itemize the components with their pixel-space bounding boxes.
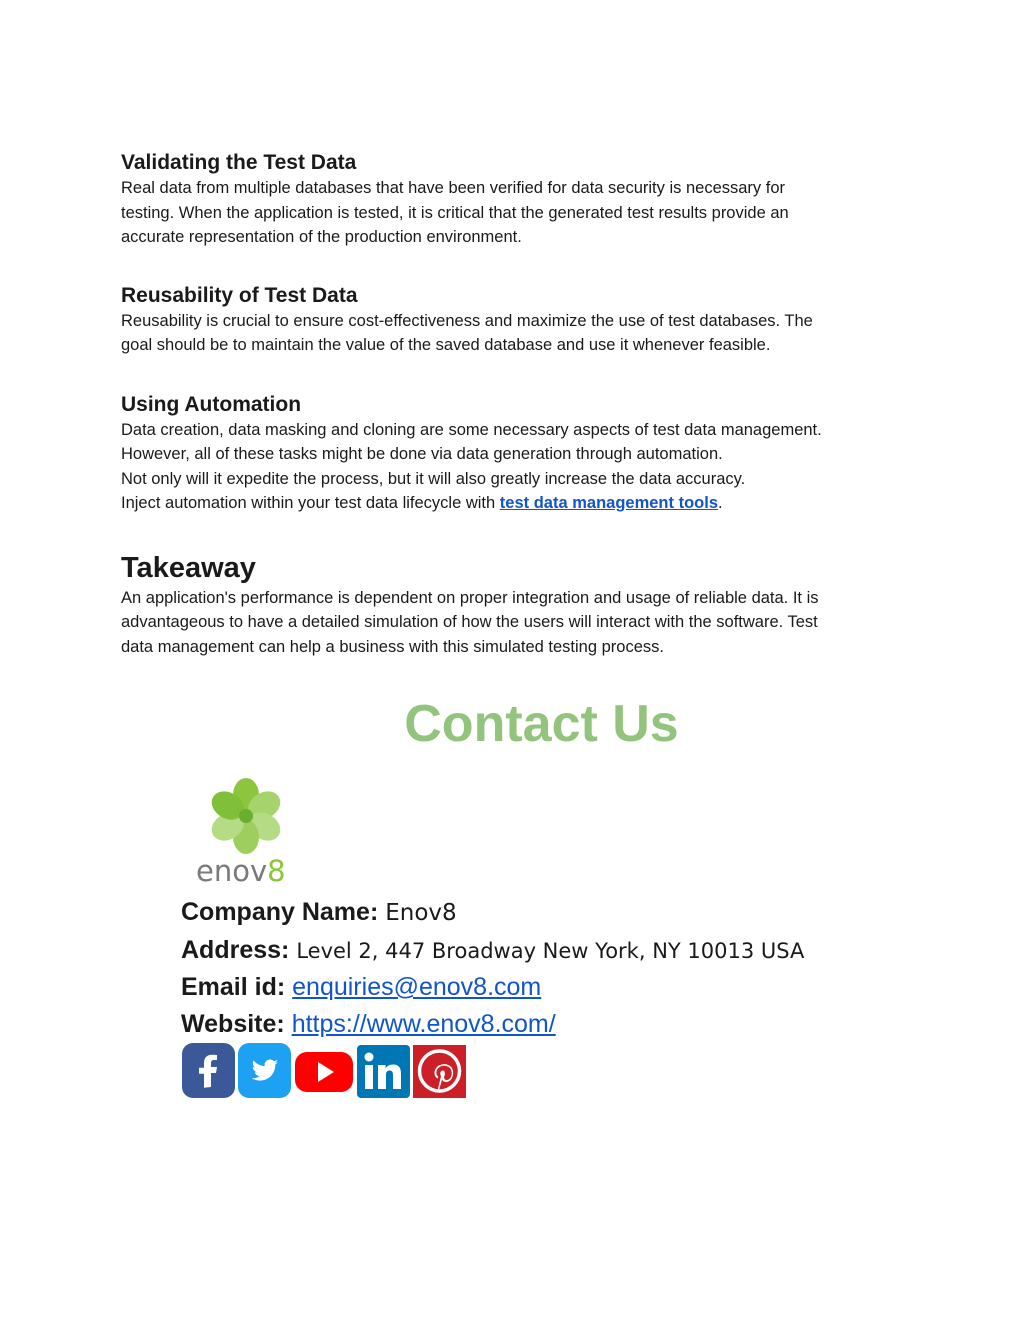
contact-details [181, 894, 804, 1042]
link-suffix-text: . [718, 494, 723, 512]
paragraph-line: Data creation, data masking and cloning are some necessary aspects of test data management. [121, 420, 822, 439]
facebook-link[interactable] [182, 1043, 235, 1098]
paragraph-line: advantageous to have a detailed simulation of how the users will interact with the software. Test [121, 613, 818, 631]
section-reusability [121, 283, 921, 358]
address-label: Address: [181, 935, 290, 964]
section-paragraph [121, 176, 921, 250]
contact-us-title: Contact Us [404, 695, 679, 753]
section-automation [121, 392, 921, 516]
section-title: Validating the Test Data [121, 151, 357, 174]
youtube-icon [294, 1043, 354, 1098]
section-takeaway [121, 550, 921, 660]
paragraph-line: However, all of these tasks might be done via data generation through automation. [121, 445, 723, 463]
paragraph-line: Real data from multiple databases that have been verified for data security is necessary for [121, 179, 786, 197]
website-label: Website: [181, 1009, 285, 1038]
paragraph-line: accurate representation of the production environment. [121, 228, 522, 246]
pinterest-icon [413, 1043, 466, 1098]
section-paragraph [121, 418, 921, 516]
takeaway-paragraph [121, 586, 921, 660]
company-value: Enov8 [385, 900, 457, 926]
social-links [182, 1043, 466, 1098]
paragraph-line: Reusability is crucial to ensure cost-effectiveness and maximize the use of test databases. The [121, 311, 813, 330]
link-prefix-text: Inject automation within your test data lifecycle with [121, 494, 500, 512]
email-label: Email id: [181, 973, 286, 1001]
paragraph-line: Not only will it expedite the process, but it will also greatly increase the data accuracy. [121, 469, 746, 488]
flower-icon [207, 778, 286, 854]
youtube-link[interactable] [294, 1043, 354, 1098]
facebook-icon [182, 1043, 235, 1098]
paragraph-line: An application's performance is dependent on proper integration and usage of reliable data. It is [121, 588, 819, 607]
address-row [181, 932, 804, 970]
email-link[interactable]: enquiries@enov8.com [292, 973, 542, 1001]
test-data-management-tools-link[interactable]: test data management tools [499, 494, 718, 512]
twitter-icon [238, 1043, 291, 1098]
address-value: Level 2, 447 Broadway New York, NY 10013 USA [296, 938, 805, 963]
company-row [181, 894, 804, 932]
website-link[interactable]: https://www.enov8.com/ [291, 1009, 556, 1038]
email-row [181, 969, 804, 1006]
section-paragraph [121, 309, 921, 358]
linkedin-link[interactable] [357, 1043, 410, 1098]
pinterest-link[interactable] [413, 1043, 466, 1098]
company-label: Company Name: [181, 898, 379, 926]
section-title: Reusability of Test Data [121, 283, 358, 307]
paragraph-line: data management can help a business with this simulated testing process. [121, 637, 664, 656]
logo-wordmark: enov8 [196, 854, 286, 885]
article-body [121, 150, 921, 659]
section-validating [121, 150, 921, 250]
linkedin-icon [357, 1043, 410, 1098]
paragraph-line: goal should be to maintain the value of the saved database and use it whenever feasible. [121, 336, 771, 354]
section-title: Using Automation [121, 392, 302, 416]
takeaway-title: Takeaway [121, 551, 256, 584]
enov8-logo [192, 770, 302, 885]
paragraph-line [121, 491, 921, 516]
twitter-link[interactable] [238, 1043, 291, 1098]
paragraph-line: testing. When the application is tested, it is critical that the generated test results provide an [121, 203, 789, 222]
website-row [181, 1006, 804, 1043]
